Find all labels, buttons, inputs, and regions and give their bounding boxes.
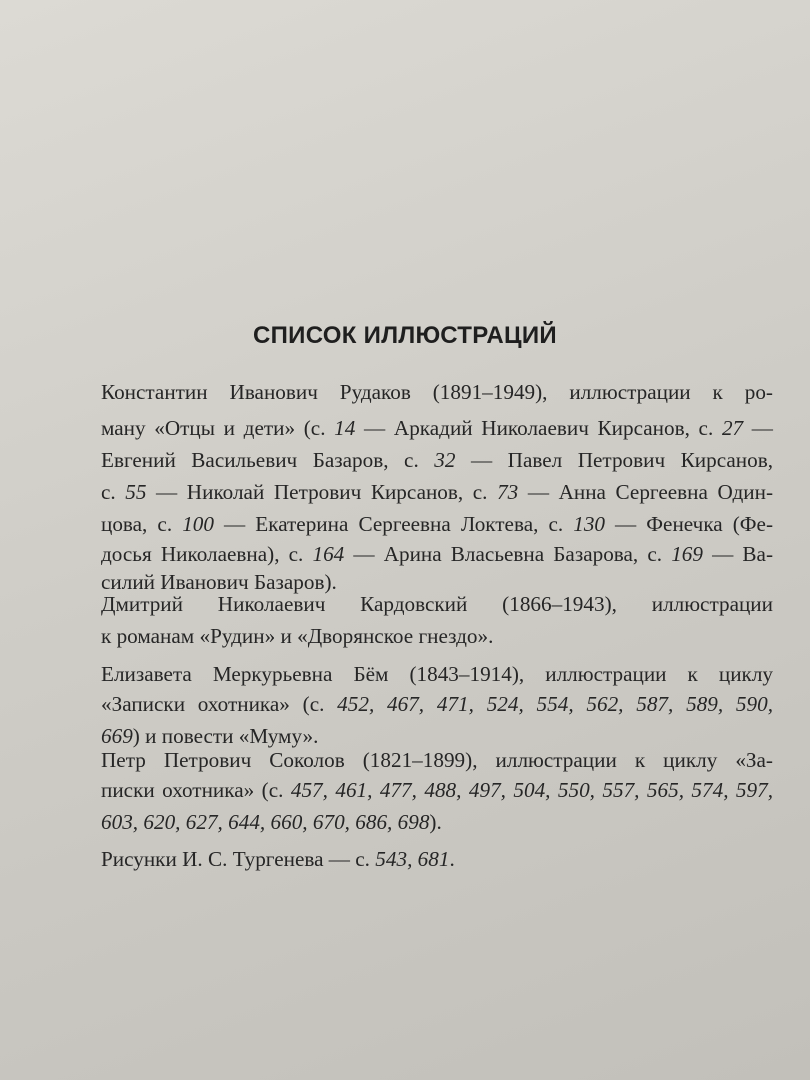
entry-text: досья Николаевна), с. [101,542,313,566]
entry-text: — Арина Власьевна Базарова, с. [344,542,672,566]
page-reference: 669 [101,724,133,748]
entry-text: «Записки охотника» (с. [101,692,338,716]
entry-line [101,746,773,774]
entry-text: — Екатерина Сергеевна Локтева, с. [213,512,574,536]
page-reference: 14 [334,416,356,440]
entry-line [101,414,773,442]
page-reference: 130 [573,512,605,536]
page-reference: 452, 467, 471, 524, 554, 562, 587, 589, 590, [337,692,773,716]
entry-text: Евгений Васильевич Базаров, с. [101,448,435,472]
entry-text: Елизавета Меркурьевна Бём (1843–1914), иллюстрации к циклу [101,662,773,686]
entry-line [101,845,773,873]
entry-text: ману «Отцы и дети» (с. [101,416,335,440]
page-reference: 169 [671,542,703,566]
entry-line [101,510,773,538]
entry-text: с. [101,480,126,504]
entry-text: — Павел Петрович Кирсанов, [455,448,773,472]
entry-text: — Фенечка (Фе- [605,512,774,536]
entry-text: . [449,847,455,871]
page-reference: 100 [182,512,214,536]
page-reference: 55 [125,480,147,504]
entry-text: Константин Иванович Рудаков (1891–1949), иллюстрации к ро- [101,380,773,404]
entry-text: Петр Петрович Соколов (1821–1899), иллюстрации к циклу «За- [101,748,773,772]
page-reference: 543, 681 [375,847,450,871]
page-title: СПИСОК ИЛЛЮСТРАЦИЙ [253,322,557,349]
entry-text: — Аркадий Николаевич Кирсанов, с. [355,416,722,440]
entry-line [101,660,773,688]
entry-text: силий Иванович Базаров). [101,570,337,594]
entry-text: ) и повести «Муму». [132,724,319,748]
page-reference: 603, 620, 627, 644, 660, 670, 686, 698 [101,810,430,834]
entry-text: писки охотника» (с. [101,778,291,802]
entry-line [101,808,773,836]
entry-line [101,540,773,568]
entry-text: — Ва- [702,542,774,566]
entry-line [101,478,773,506]
page-reference: 457, 461, 477, 488, 497, 504, 550, 557, 565, 574, 597, [290,778,774,802]
entry-text: Дмитрий Николаевич Кардовский (1866–1943), иллюстрации [101,592,773,616]
entry-line [101,622,773,650]
entry-line [101,378,773,406]
entry-text: ). [429,810,442,834]
entry-text: — Николай Петрович Кирсанов, с. [146,480,498,504]
entry-line [101,776,773,804]
entry-text: — [743,416,773,440]
page-reference: 27 [721,416,744,440]
entry-text: к романам «Рудин» и «Дворянское гнездо». [101,624,494,648]
entry-text: Рисунки И. С. Тургенева — с. [101,847,376,871]
entry-text: — Анна Сергеевна Один- [518,480,773,504]
entry-text: цова, с. [101,512,183,536]
entry-line [101,446,773,474]
page-reference: 164 [312,542,345,566]
page-reference: 73 [497,480,519,504]
entry-line [101,690,773,718]
entry-line [101,590,773,618]
page-reference: 32 [434,448,456,472]
